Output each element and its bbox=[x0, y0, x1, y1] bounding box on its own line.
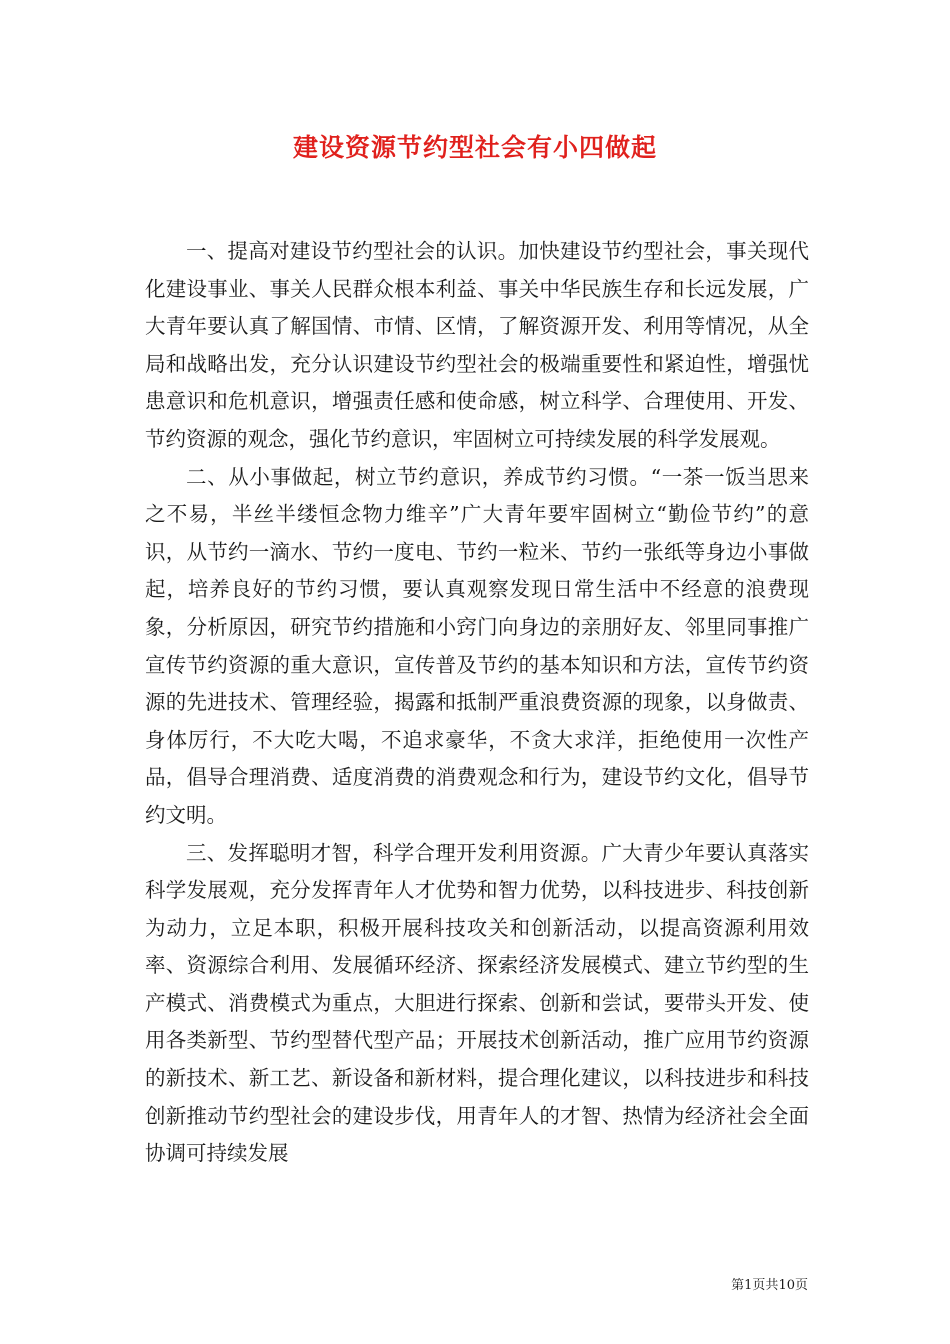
footer-suffix: 页 bbox=[794, 1278, 808, 1293]
footer-total-pages: 10 bbox=[778, 1278, 795, 1293]
paragraph-3: 三、发挥聪明才智，科学合理开发利用资源。广大青少年要认真落实科学发展观，充分发挥青年人才优势和智力优势，以科技进步、科技创新为动力，立足本职，积极开展科技攻关和创新活动，以提高资源利用效率、资源综合利用、发展循环经济、探索经济发展模式、建立节约型的生产模式、消费模式为重点，大胆进行探索、创新和尝试，要带头开发、使用各类新型、节约型替代型产品；开展技术创新活动，推广应用节约资源的新技术、新工艺、新设备和新材料，提合理化建议，以科技进步和科技创新推动节约型社会的建设步伐，用青年人的才智、热情为经济社会全面协调可持续发展 bbox=[145, 840, 809, 1166]
footer-current-page: 1 bbox=[744, 1278, 753, 1293]
paragraph-2: 二、从小事做起，树立节约意识，养成节约习惯。“一茶一饭当思来之不易，半丝半缕恒念物力维辛”广大青年要牢固树立“勤俭节约”的意识，从节约一滴水、节约一度电、节约一粒米、节约一张纸等身边小事做起，培养良好的节约习惯，要认真观察发现日常生活中不经意的浪费现象，分析原因，研究节约措施和小窍门向身边的亲朋好友、邻里同事推广宣传节约资源的重大意识，宣传普及节约的基本知识和方法，宣传节约资源的先进技术、管理经验，揭露和抵制严重浪费资源的现象，以身做责、身体厉行，不大吃大喝，不追求豪华，不贪大求洋，拒绝使用一次性产品，倡导合理消费、适度消费的消费观念和行为，建设节约文化，倡导节约文明。 bbox=[145, 464, 809, 827]
document-body bbox=[145, 233, 809, 1173]
paragraph-1: 一、提高对建设节约型社会的认识。加快建设节约型社会，事关现代化建设事业、事关人民群众根本利益、事关中华民族生存和长远发展，广大青年要认真了解国情、市情、区情，了解资源开发、利用等情况，从全局和战略出发，充分认识建设节约型社会的极端重要性和紧迫性，增强忧患意识和危机意识，增强责任感和使命感，树立科学、合理使用、开发、节约资源的观念，强化节约意识，牢固树立可持续发展的科学发展观。 bbox=[145, 239, 809, 451]
document-title: 建设资源节约型社会有小四做起 bbox=[292, 133, 657, 162]
footer-prefix: 第 bbox=[731, 1278, 745, 1293]
page-number-footer bbox=[620, 1274, 808, 1293]
footer-middle: 页共 bbox=[752, 1278, 779, 1293]
